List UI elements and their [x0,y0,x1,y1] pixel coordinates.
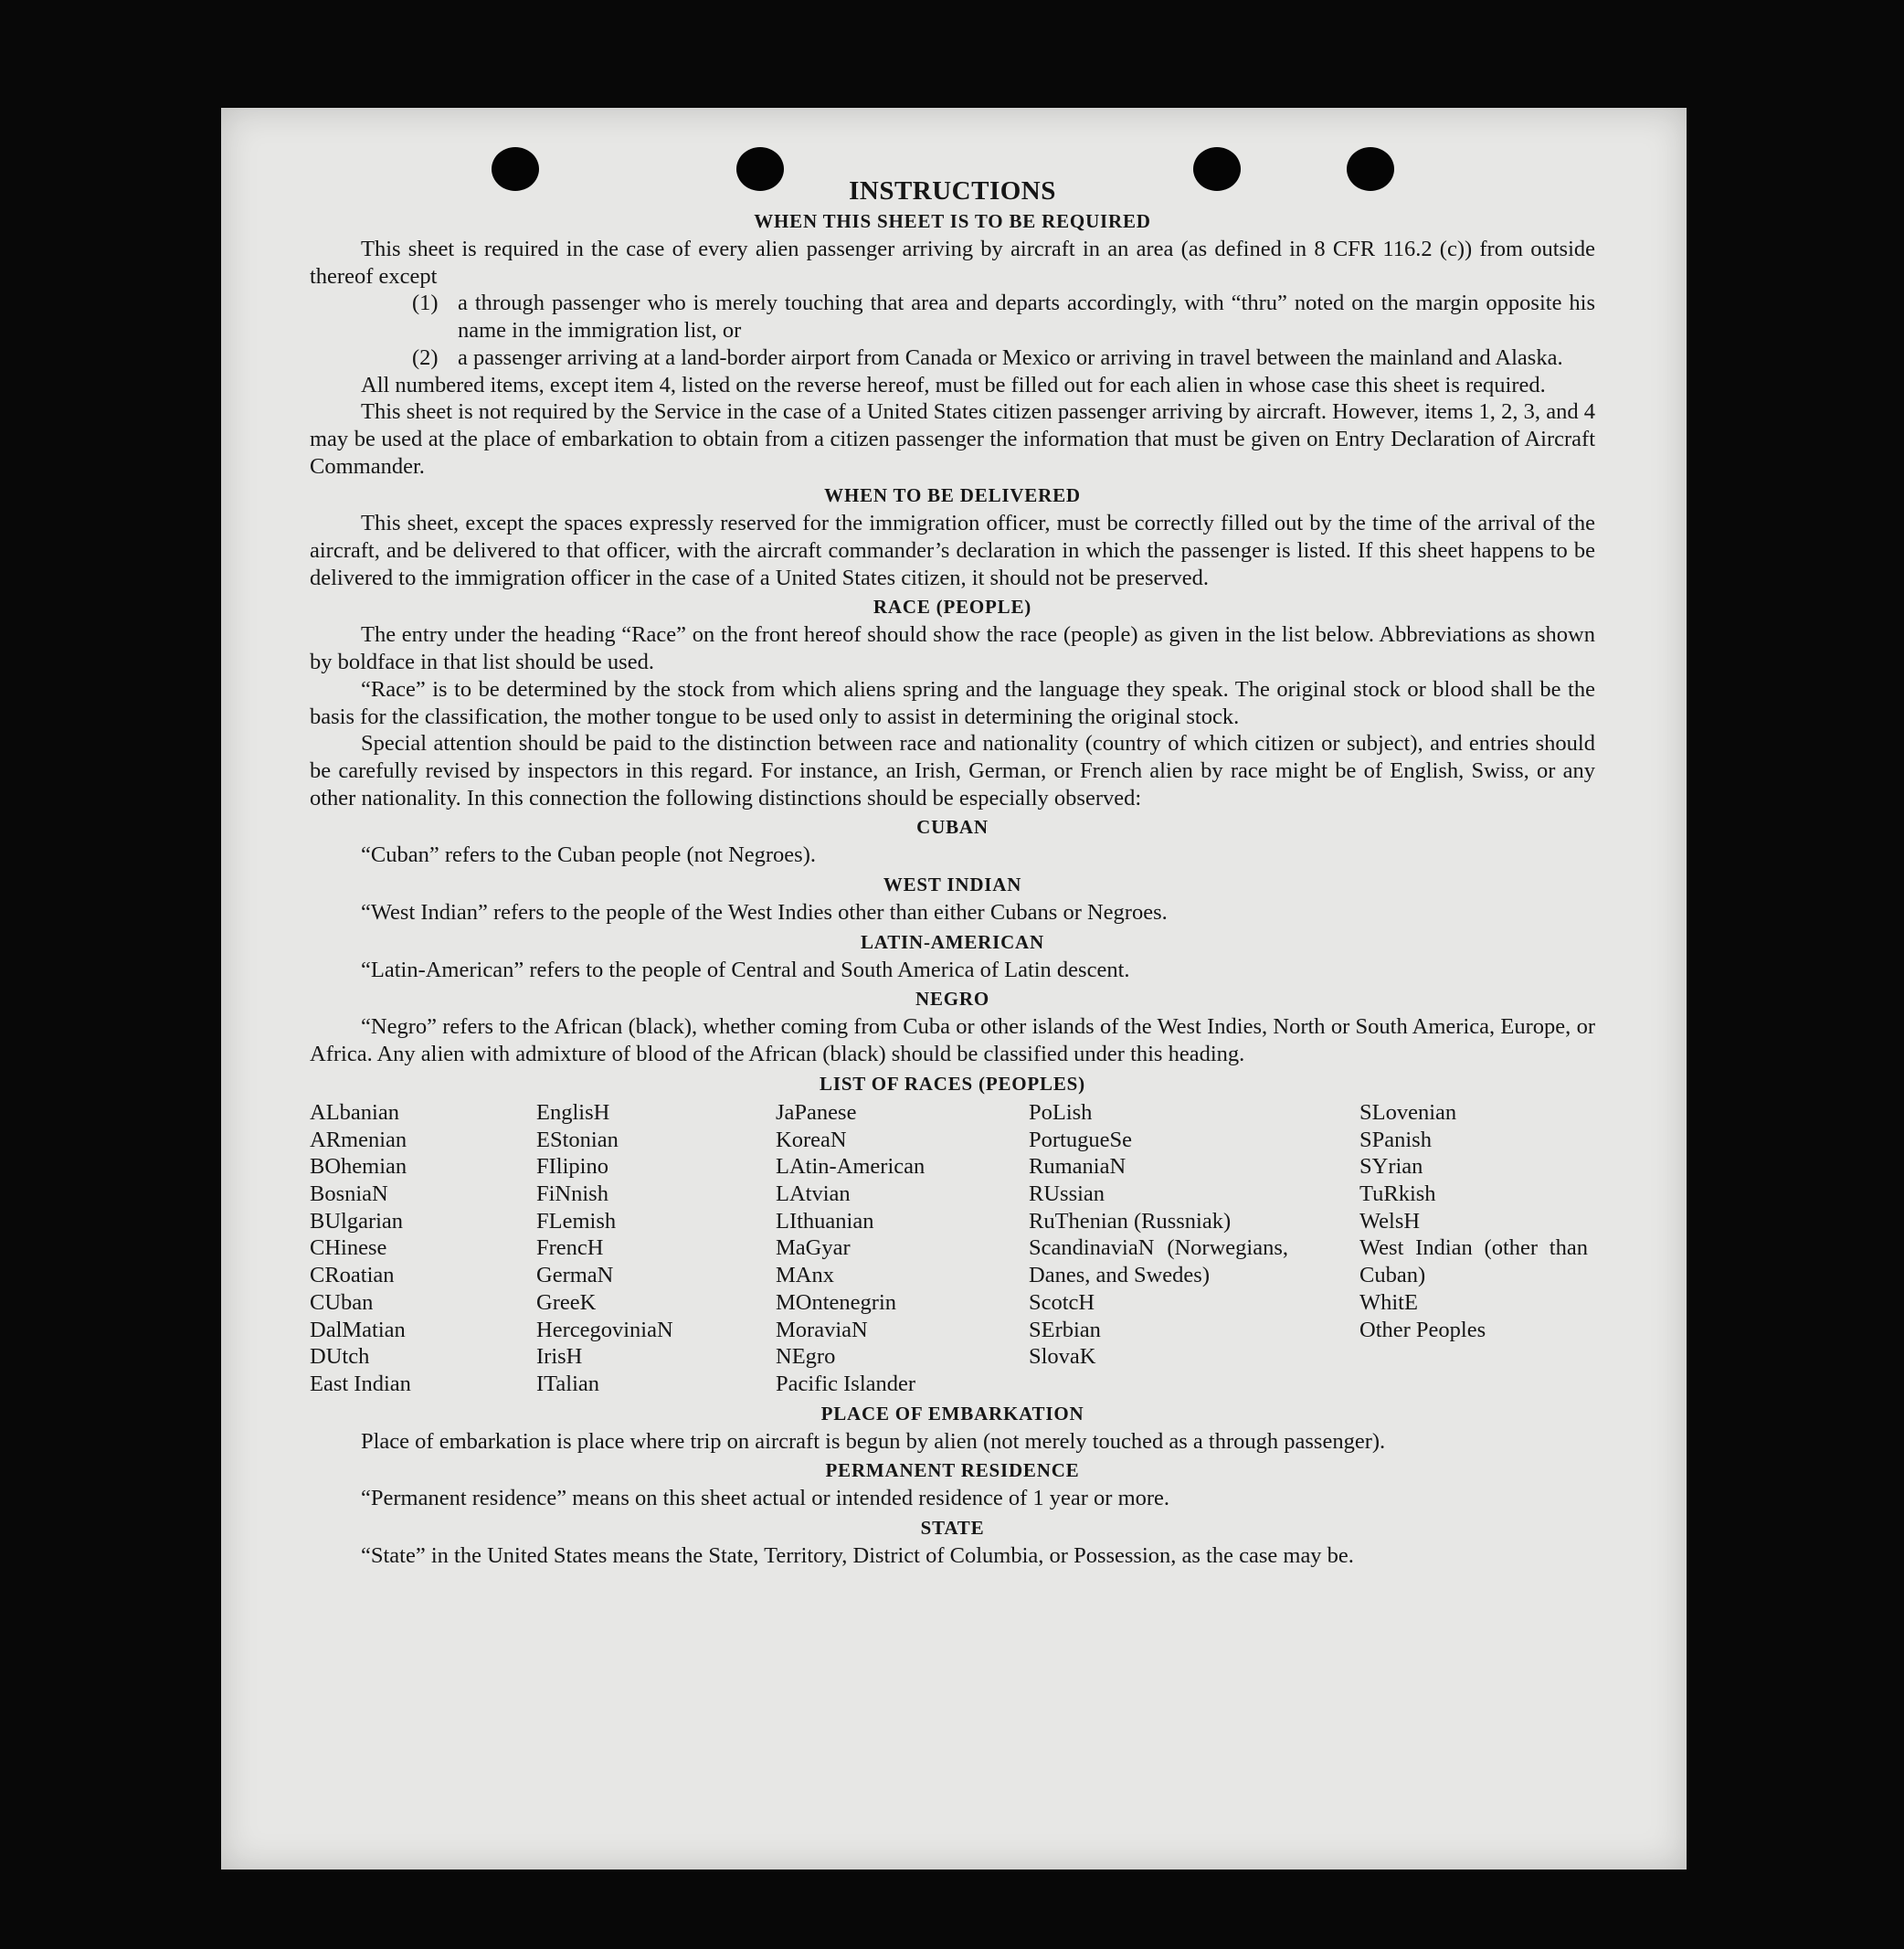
races-column [310,1099,536,1398]
races-list [310,1099,1595,1398]
race-entry: BOhemian [310,1154,407,1180]
races-column [1029,1099,1359,1398]
heading-west-indian: WEST INDIAN [883,874,1022,896]
race-entry: CHinese [310,1235,387,1261]
paragraph: “Permanent residence” means on this sheet actual or intended residence of 1 year or more. [361,1486,1170,1511]
race-entry: Pacific Islander [776,1371,916,1396]
race-entry: ITalian [536,1371,600,1396]
heading-latin-american: LATIN-AMERICAN [861,930,1044,953]
race-entry: FLemish [536,1208,617,1234]
race-entry: RumaniaN [1029,1154,1127,1180]
instructions-content [310,176,1595,1570]
race-entry: LIthuanian [776,1208,874,1234]
race-entry: LAtvian [776,1181,851,1206]
heading-negro: NEGRO [915,988,989,1011]
paragraph: “Cuban” refers to the Cuban people (not Negroes). [361,842,816,868]
race-entry: East Indian [310,1371,411,1396]
race-entry: SlovaK [1029,1344,1096,1370]
race-entry: EnglisH [536,1099,610,1125]
heading-place-of-embarkation: PLACE OF EMBARKATION [820,1402,1084,1425]
item-number: (2) [412,344,439,370]
heading-cuban: CUBAN [916,816,989,839]
race-entry: FiNnish [536,1181,608,1206]
race-entry: GreeK [536,1289,597,1315]
race-entry: ALbanian [310,1099,399,1125]
race-entry: LAtin-American [776,1154,926,1180]
race-entry: TuRkish [1359,1181,1436,1206]
race-entry: DUtch [310,1344,370,1370]
race-entry: MAnx [776,1263,834,1288]
race-entry: HercegoviniaN [536,1317,673,1342]
heading-when-required: WHEN THIS SHEET IS TO BE REQUIRED [754,210,1151,232]
item-text: a through passenger who is merely touching that area and departs accordingly, with “thru” noted on the margin opposite his name in the immigration list, or [458,291,1595,344]
heading-state: STATE [920,1517,985,1540]
race-entry: CUban [310,1289,374,1315]
race-entry: SPanish [1359,1127,1432,1152]
paragraph: This sheet, except the spaces expressly reserved for the immigration officer, must be correctly filled out by the time of the arrival of the aircraft, and be delivered to that officer, with the aircraft commander’s declaration in which the passenger is listed. If this sheet happens to be delivered to the immigration officer in the case of a United States citizen, it should not be preserved. [310,511,1595,590]
race-entry: ScotcH [1029,1289,1095,1315]
race-entry: IrisH [536,1344,583,1370]
race-entry: ARmenian [310,1127,407,1152]
race-entry: RUssian [1029,1181,1105,1206]
paragraph: “Race” is to be determined by the stock from which aliens spring and the language they speak. The original stock or blood shall be the basis for the classification, the mother tongue to be used only to assist in determining the original stock. [310,676,1595,729]
heading-when-delivered: WHEN TO BE DELIVERED [824,484,1081,507]
paragraph: “Latin-American” refers to the people of Central and South America of Latin descent. [361,957,1130,982]
paragraph: This sheet is required in the case of every alien passenger arriving by aircraft in an area (as defined in 8 CFR 116.2 (c)) from outside thereof except [310,237,1595,289]
race-entry: MaGyar [776,1235,851,1261]
race-entry: MoraviaN [776,1317,868,1342]
race-entry: West Indian (other than Cuban) [1359,1235,1588,1288]
paragraph: All numbered items, except item 4, listed on the reverse hereof, must be filled out for each alien in whose case this sheet is required. [361,372,1546,397]
race-entry: WelsH [1359,1208,1421,1234]
numbered-item [412,290,1595,344]
race-entry: KoreaN [776,1127,847,1152]
paragraph: Special attention should be paid to the distinction between race and nationality (country of which citizen or subject), and entries should be carefully revised by inspectors in this regard. For instance, an Irish, German, or French alien by race might be of English, Swiss, or any other nationality. In this connection the following distinctions should be especially observed: [310,731,1595,810]
races-column [1359,1099,1595,1398]
race-entry: GermaN [536,1263,614,1288]
race-entry: BosniaN [310,1181,388,1206]
race-entry: WhitE [1359,1289,1418,1315]
race-entry: EStonian [536,1127,619,1152]
race-entry: SErbian [1029,1317,1101,1342]
paragraph: Place of embarkation is place where trip on aircraft is begun by alien (not merely touched as a through passenger). [361,1428,1386,1454]
heading-list-of-races: LIST OF RACES (PEOPLES) [820,1072,1085,1095]
race-entry: FIlipino [536,1154,608,1180]
race-entry: SLovenian [1359,1099,1457,1125]
item-text: a passenger arriving at a land-border airport from Canada or Mexico or arriving in travel between the mainland and Alaska. [458,344,1563,370]
races-column [536,1099,776,1398]
race-entry: CRoatian [310,1263,395,1288]
race-entry: RuThenian (Russniak) [1029,1208,1232,1234]
race-entry: DalMatian [310,1317,406,1342]
race-entry: NEgro [776,1344,836,1370]
document-page [221,108,1687,1870]
races-column [776,1099,1029,1398]
race-entry: ScandinaviaN (Norwegians, Danes, and Swedes) [1029,1235,1288,1288]
paragraph: “Negro” refers to the African (black), whether coming from Cuba or other islands of the West Indies, North or South America, Europe, or Africa. Any alien with admixture of blood of the African (black) should be classified under this heading. [310,1014,1595,1067]
race-entry: JaPanese [776,1099,857,1125]
item-number: (1) [412,291,439,316]
paragraph: This sheet is not required by the Service in the case of a United States citizen passenger arriving by aircraft. However, items 1, 2, 3, and 4 may be used at the place of embarkation to obtain from a citizen passenger the information that must be given on Entry Declaration of Aircraft Commander. [310,399,1595,479]
page-title: INSTRUCTIONS [849,176,1056,206]
paragraph: “West Indian” refers to the people of the West Indies other than either Cubans or Negroes. [361,900,1168,926]
race-entry: BUlgarian [310,1208,404,1234]
paragraph: “State” in the United States means the State, Territory, District of Columbia, or Possession, as the case may be. [361,1543,1354,1569]
race-entry: FrencH [536,1235,604,1261]
heading-race: RACE (PEOPLE) [873,596,1032,619]
race-entry: MOntenegrin [776,1289,896,1315]
numbered-item [412,344,1595,372]
paragraph: The entry under the heading “Race” on the front hereof should show the race (people) as given in the list below. Abbreviations as shown by boldface in that list should be used. [310,622,1595,675]
race-entry: Other Peoples [1359,1317,1486,1342]
race-entry: PortugueSe [1029,1127,1132,1152]
race-entry: PoLish [1029,1099,1093,1125]
race-entry: SYrian [1359,1154,1423,1180]
heading-permanent-residence: PERMANENT RESIDENCE [825,1459,1080,1482]
